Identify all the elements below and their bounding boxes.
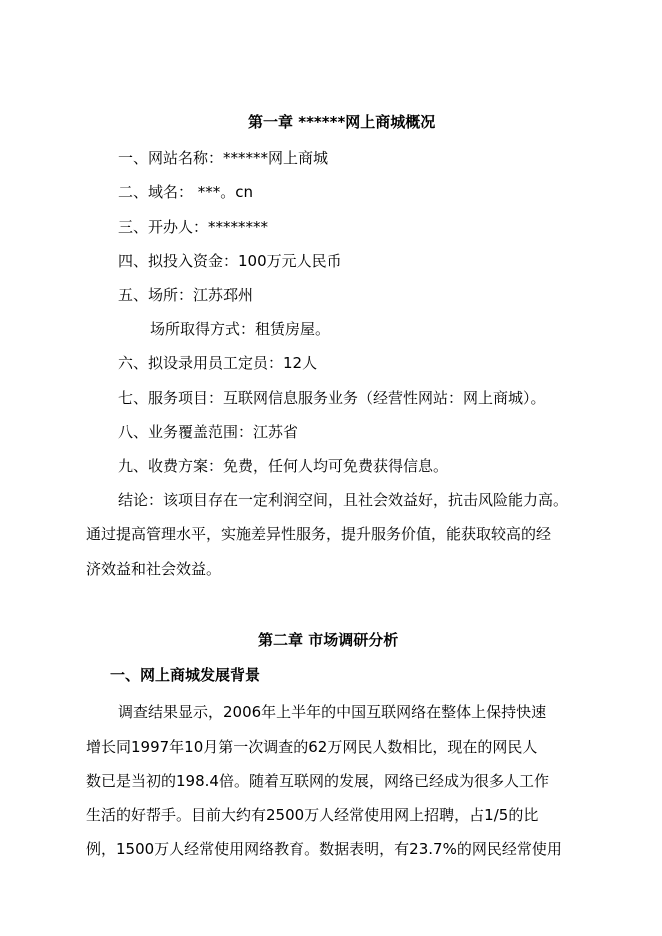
item-fee-plan: 九、收费方案：免费，任何人均可免费获得信息。 xyxy=(118,457,449,475)
item-website-name: 一、网站名称：******网上商城 xyxy=(118,149,329,167)
conclusion-line-2: 通过提高管理水平，实施差异性服务，提升服务价值，能获取较高的经 xyxy=(86,525,552,543)
chapter2-title: 第二章 市场调研分析 xyxy=(258,631,399,649)
item-coverage: 八、业务覆盖范围：江苏省 xyxy=(118,423,299,441)
paragraph-line-5: 例，1500万人经常使用网络教育。数据表明，有23.7%的网民经常使用 xyxy=(86,840,562,858)
paragraph-line-3: 数已是当初的198.4倍。随着互联网的发展，网络已经成为很多人工作 xyxy=(86,772,549,790)
item-services: 七、服务项目：互联网信息服务业务（经营性网站：网上商城）。 xyxy=(118,389,546,407)
item-domain: 二、域名： ***。cn xyxy=(118,183,254,201)
item-investment: 四、拟投入资金：100万元人民币 xyxy=(118,252,342,270)
section1-title: 一、网上商城发展背景 xyxy=(110,666,261,684)
conclusion-line-1: 结论：该项目存在一定利润空间，且社会效益好，抗击风险能力高。 xyxy=(118,491,569,509)
paragraph-line-1: 调查结果显示，2006年上半年的中国互联网络在整体上保持快速 xyxy=(118,703,547,721)
paragraph-line-4: 生活的好帮手。目前大约有2500万人经常使用网上招聘，占1/5的比 xyxy=(86,806,539,824)
item-staff: 六、拟设录用员工定员：12人 xyxy=(118,354,318,372)
item-founder: 三、开办人：******** xyxy=(118,218,269,236)
item-location: 五、场所：江苏邳州 xyxy=(118,286,254,304)
conclusion-line-3: 济效益和社会效益。 xyxy=(86,560,222,578)
chapter1-title: 第一章 ******网上商城概况 xyxy=(248,113,436,131)
paragraph-line-2: 增长同1997年10月第一次调查的62万网民人数相比，现在的网民人 xyxy=(86,738,538,756)
item-location-method: 场所取得方式：租赁房屋。 xyxy=(150,320,331,338)
